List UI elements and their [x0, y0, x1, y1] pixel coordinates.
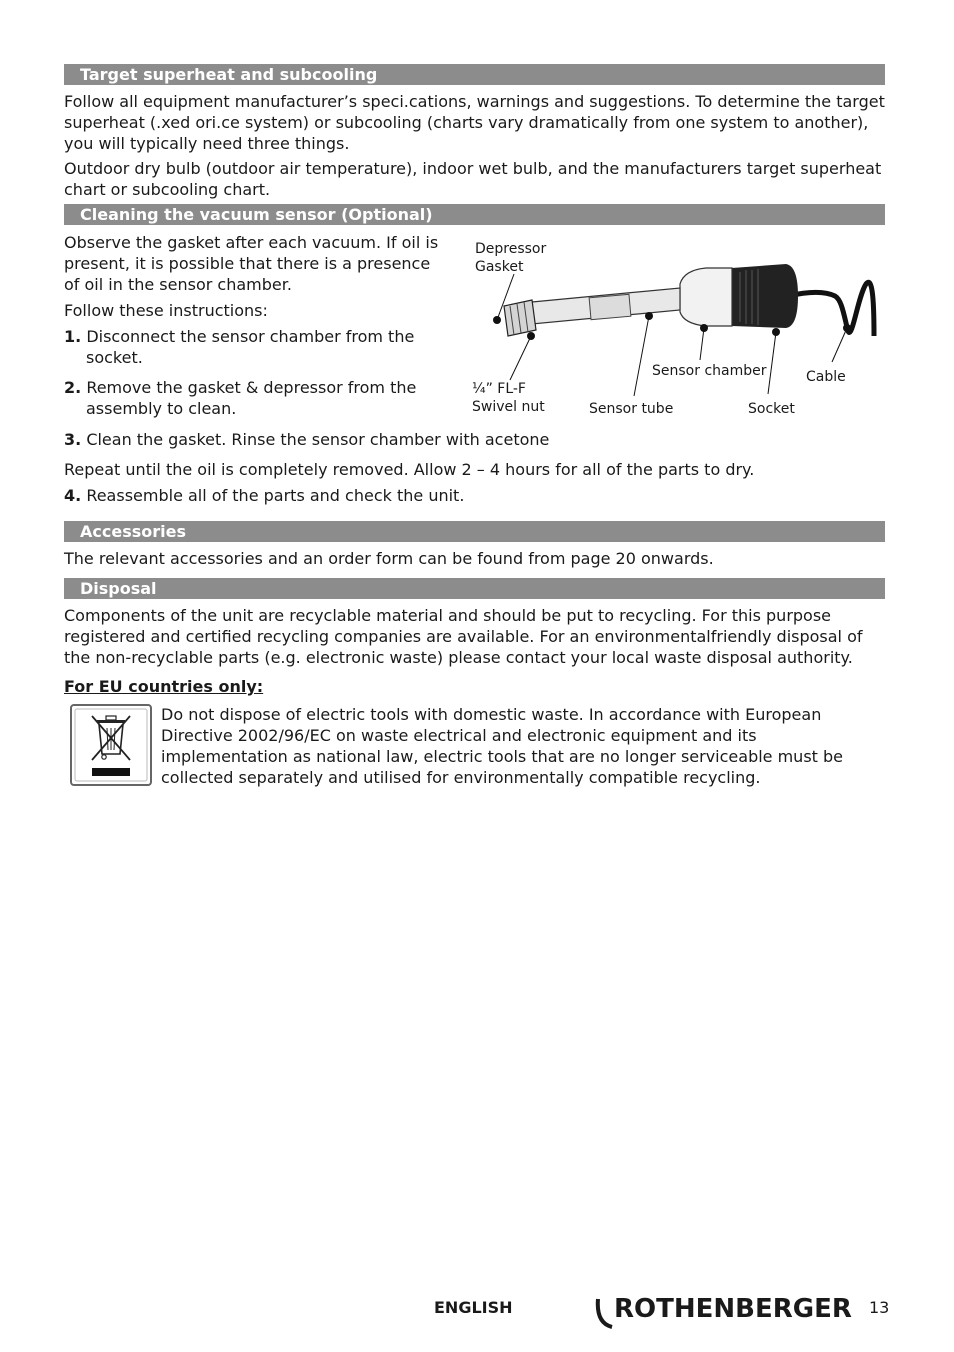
- step-number: 2.: [64, 378, 82, 397]
- label-sensor-chamber: Sensor chamber: [652, 363, 767, 379]
- footer-language: ENGLISH: [434, 1298, 513, 1317]
- label-sensor-tube: Sensor tube: [589, 401, 674, 417]
- label-cable: Cable: [806, 369, 846, 385]
- page-number: 13: [869, 1298, 890, 1317]
- cleaning-intro: Observe the gasket after each vacuum. If oil is present, it is possible that there is a presence of oil in the sensor chamber.: [64, 233, 439, 294]
- section-header-disposal: Disposal: [64, 578, 885, 599]
- step-text: Clean the gasket. Rinse the sensor chamber with acetone: [86, 430, 550, 449]
- label-gasket: Gasket: [475, 259, 524, 275]
- step-1: [64, 326, 414, 368]
- step-text-cont: socket.: [86, 348, 143, 367]
- brand-logo: ROTHENBERGER: [614, 1294, 852, 1324]
- section-header-accessories: Accessories: [64, 521, 885, 542]
- eu-text: Do not dispose of electric tools with domestic waste. In accordance with European Directive 2002/96/EC on waste electrical and electronic equipment and its implementation as national law, electric tools that are no longer serviceable must be collected separately and utilised for environmentally compatible recycling.: [161, 705, 844, 787]
- socket-body: [732, 264, 798, 328]
- label-depressor: Depressor: [475, 241, 547, 257]
- step-text: Reassemble all of the parts and check the unit.: [86, 486, 465, 505]
- cleaning-follow: Follow these instructions:: [64, 301, 268, 320]
- cleaning-repeat: Repeat until the oil is completely removed. Allow 2 – 4 hours for all of the parts to dry.: [64, 460, 755, 479]
- brand-hook-icon: [594, 1295, 616, 1331]
- disposal-text: Components of the unit are recyclable material and should be put to recycling. For this purpose registered and certified recycling companies are available. For an environmentalfriendly disposal of the non-recyclable parts (e.g. electronic waste) please contact your local waste disposal authority.: [64, 606, 863, 667]
- step-text: Disconnect the sensor chamber from the: [86, 327, 415, 346]
- step-3: [64, 429, 549, 450]
- cable-shape: [788, 282, 874, 336]
- label-swivel-nut: Swivel nut: [472, 399, 545, 415]
- label-fl-f: ¼” FL-F: [472, 381, 526, 397]
- step-2: [64, 377, 416, 419]
- section-header-cleaning: Cleaning the vacuum sensor (Optional): [64, 204, 885, 225]
- eu-heading: For EU countries only:: [64, 677, 264, 696]
- superheat-paragraph-1: Follow all equipment manufacturer’s speci.cations, warnings and suggestions. To determine the target superheat (.xed ori.ce system) or subcooling (charts vary dramatically from one system to another), you will typically need three things.: [64, 92, 885, 153]
- section-header-superheat: Target superheat and subcooling: [64, 64, 885, 85]
- step-text-cont: assembly to clean.: [86, 399, 237, 418]
- superheat-paragraph-2: Outdoor dry bulb (outdoor air temperature), indoor wet bulb, and the manufacturers target superheat chart or subcooling chart.: [64, 159, 882, 199]
- swivel-nut-body: [504, 300, 536, 336]
- label-socket: Socket: [748, 401, 795, 417]
- weee-bin-icon: [70, 704, 152, 786]
- step-number: 3.: [64, 430, 82, 449]
- accessories-text: The relevant accessories and an order form can be found from page 20 onwards.: [64, 549, 714, 568]
- step-number: 4.: [64, 486, 82, 505]
- sensor-chamber-body: [680, 268, 732, 326]
- step-text: Remove the gasket & depressor from the: [86, 378, 417, 397]
- step-4: [64, 485, 464, 506]
- step-number: 1.: [64, 327, 82, 346]
